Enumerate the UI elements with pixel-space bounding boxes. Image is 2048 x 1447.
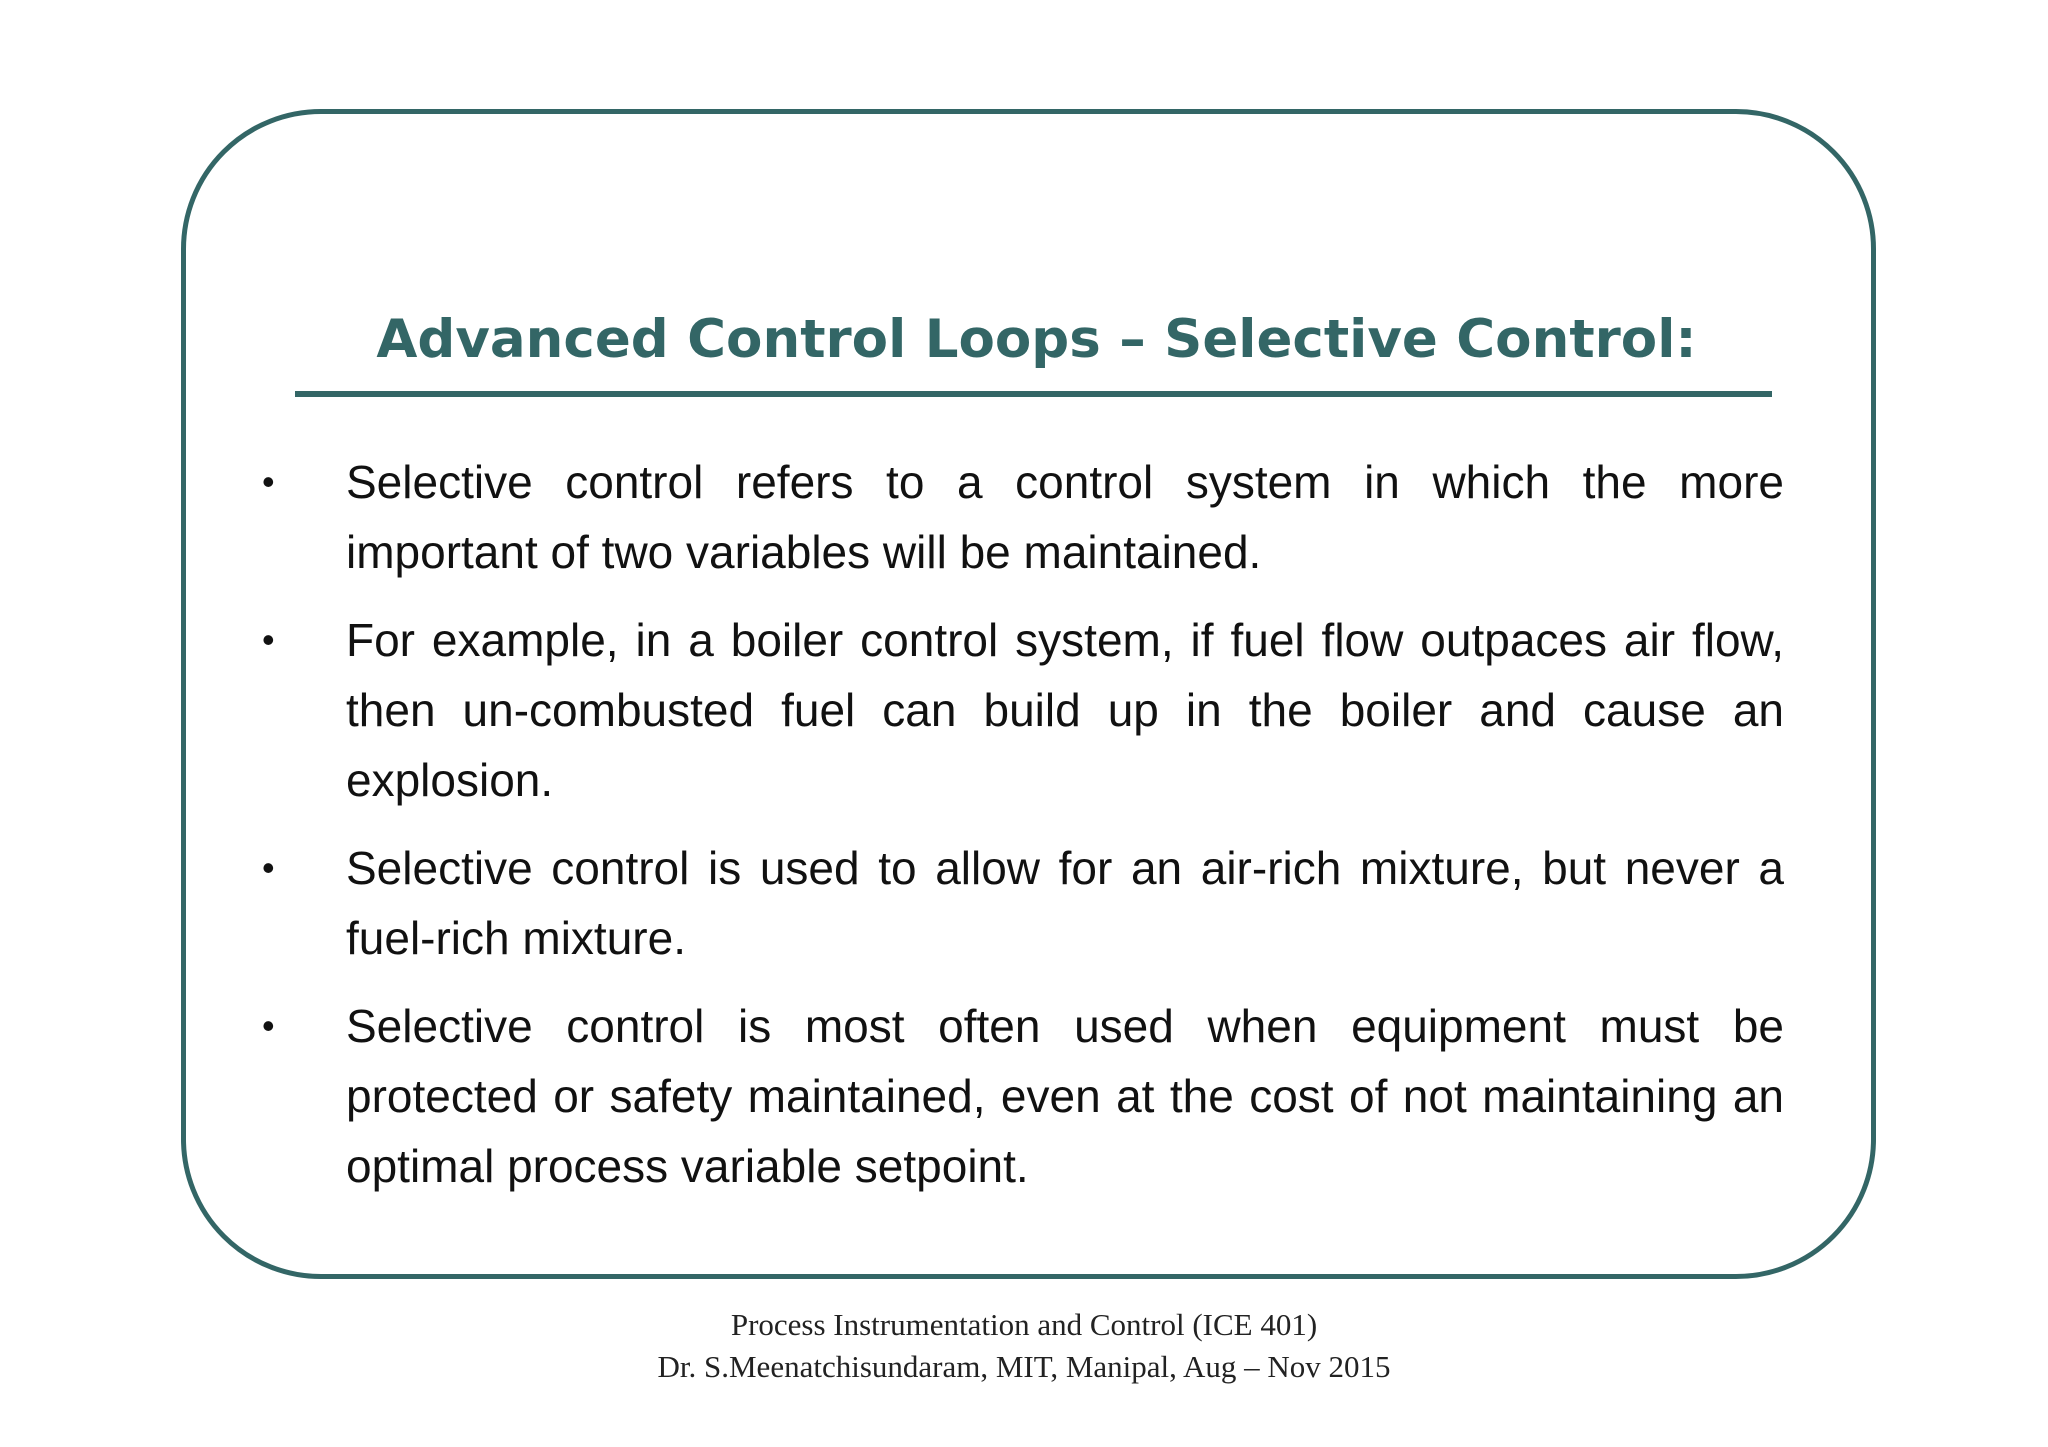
bullet-text: Selective control is most often used when equipment must be protected or safety maintained, even at the cost of not maintaining an optimal process variable setpoint. — [346, 1000, 1784, 1192]
bullet-item-3 — [262, 833, 1784, 973]
slide-footer — [0, 1304, 2048, 1388]
title-underline — [295, 391, 1772, 397]
bullet-item-1 — [262, 447, 1784, 587]
slide-title: Advanced Control Loops – Selective Control: — [376, 309, 1697, 370]
bullet-dot-icon: • — [262, 847, 275, 888]
bullet-dot-icon: • — [262, 619, 275, 660]
bullet-text: For example, in a boiler control system, if fuel flow outpaces air flow, then un-combusted fuel can build up in the boiler and cause an explosion. — [346, 614, 1784, 806]
bullet-dot-icon: • — [262, 1005, 275, 1046]
bullet-text: Selective control refers to a control system in which the more important of two variables will be maintained. — [346, 456, 1784, 578]
footer-author: Dr. S.Meenatchisundaram, MIT, Manipal, Aug – Nov 2015 — [657, 1349, 1391, 1384]
bullet-text: Selective control is used to allow for an air-rich mixture, but never a fuel-rich mixture. — [346, 842, 1784, 964]
bullet-dot-icon: • — [262, 461, 275, 502]
bullet-item-2 — [262, 605, 1784, 815]
footer-course: Process Instrumentation and Control (ICE 401) — [730, 1307, 1318, 1342]
bullet-item-4 — [262, 991, 1784, 1201]
bullet-list — [262, 447, 1784, 1219]
